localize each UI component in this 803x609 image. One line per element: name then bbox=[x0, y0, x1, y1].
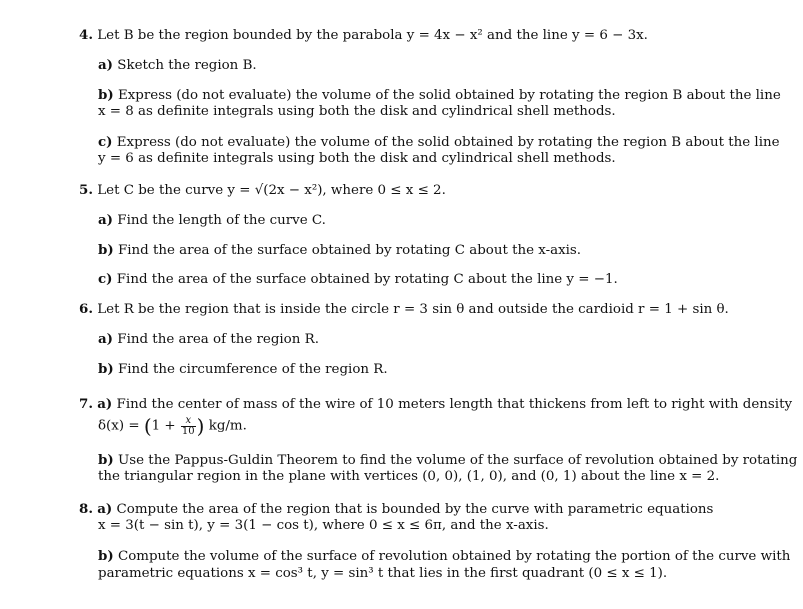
problem-6 bbox=[79, 301, 729, 318]
part-text: Compute the volume of the surface of revolution obtained by rotating the portion of the curve with bbox=[117, 549, 791, 564]
problem-7a-density bbox=[98, 414, 247, 439]
one: 1 + bbox=[151, 418, 176, 434]
part-text: Express (do not evaluate) the volume of the solid obtained by rotating the region B about the line bbox=[116, 135, 780, 150]
problem-4c-line1 bbox=[98, 134, 780, 151]
part-label: a) bbox=[98, 212, 114, 228]
part-text: Compute the area of the region that is bounded by the curve with parametric equations bbox=[116, 502, 714, 517]
problem-4 bbox=[79, 27, 648, 44]
part-text: Find the center of mass of the wire of 10 meters length that thickens from left to right with density bbox=[116, 397, 793, 412]
problem-8a-line2: x = 3(t − sin t), y = 3(1 − cos t), where 0 ≤ x ≤ 6π, and the x-axis. bbox=[98, 518, 549, 533]
problem-5a bbox=[98, 212, 326, 229]
part-text: Find the area of the surface obtained by rotating C about the x-axis. bbox=[117, 243, 582, 258]
part-text: Find the area of the surface obtained by rotating C about the line y = −1. bbox=[116, 272, 618, 287]
fraction-denominator: 10 bbox=[181, 425, 195, 437]
part-text: Find the area of the region R. bbox=[117, 332, 319, 347]
problem-5-text: Let C be the curve y = √(2x − x²), where 0 ≤ x ≤ 2. bbox=[97, 183, 446, 198]
part-label: c) bbox=[98, 271, 113, 287]
part-label: c) bbox=[98, 134, 113, 150]
problem-4c-line2: y = 6 as definite integrals using both the disk and cylindrical shell methods. bbox=[98, 151, 616, 166]
part-label: b) bbox=[98, 242, 114, 258]
problem-7b-line2: the triangular region in the plane with vertices (0, 0), (1, 0), and (0, 1) about the line x = 2. bbox=[98, 469, 720, 484]
problem-8-number: 8. bbox=[79, 501, 93, 517]
fraction bbox=[181, 416, 196, 437]
problem-5-number: 5. bbox=[79, 182, 93, 198]
part-label: a) bbox=[98, 57, 114, 73]
part-label: a) bbox=[97, 396, 113, 412]
part-label: b) bbox=[98, 548, 114, 564]
part-text: Find the length of the curve C. bbox=[117, 213, 326, 228]
density-units: kg/m. bbox=[208, 418, 247, 434]
part-text: Sketch the region B. bbox=[117, 58, 257, 73]
part-label: b) bbox=[98, 361, 114, 377]
problem-6a bbox=[98, 331, 319, 348]
problem-4-text: Let B be the region bounded by the parabola y = 4x − x² and the line y = 6 − 3x. bbox=[97, 28, 648, 43]
problem-7b-line1 bbox=[98, 452, 797, 469]
part-label: b) bbox=[98, 87, 114, 103]
problem-7a-line1 bbox=[79, 396, 792, 413]
problem-6-number: 6. bbox=[79, 301, 93, 317]
problem-8b-line1 bbox=[98, 548, 790, 565]
problem-6-text: Let R be the region that is inside the circle r = 3 sin θ and outside the cardioid r = 1 + sin θ. bbox=[97, 302, 729, 317]
part-text: Express (do not evaluate) the volume of the solid obtained by rotating the region B about the line bbox=[117, 88, 781, 103]
problem-4-number: 4. bbox=[79, 27, 93, 43]
left-paren: ( bbox=[143, 414, 152, 438]
part-label: a) bbox=[98, 331, 114, 347]
part-text: Use the Pappus-Guldin Theorem to find the volume of the surface of revolution obtained by rotating bbox=[117, 453, 798, 468]
problem-6b bbox=[98, 361, 388, 378]
problem-7-number: 7. bbox=[79, 396, 93, 412]
density-lhs: δ(x) = bbox=[98, 418, 140, 434]
problem-4b-line2: x = 8 as definite integrals using both the disk and cylindrical shell methods. bbox=[98, 104, 616, 119]
fraction-numerator: x bbox=[181, 416, 196, 427]
problem-5b bbox=[98, 242, 581, 259]
right-paren: ) bbox=[196, 414, 205, 438]
part-text: Find the circumference of the region R. bbox=[117, 362, 388, 377]
problem-8b-line2: parametric equations x = cos³ t, y = sin³ t that lies in the first quadrant (0 ≤ x ≤ 1). bbox=[98, 566, 668, 581]
problem-4a bbox=[98, 57, 257, 74]
problem-4b-line1 bbox=[98, 87, 781, 104]
problem-5c bbox=[98, 271, 618, 288]
part-label: a) bbox=[97, 501, 113, 517]
problem-8a-line1 bbox=[79, 501, 713, 518]
part-label: b) bbox=[98, 452, 114, 468]
problem-5 bbox=[79, 182, 446, 199]
